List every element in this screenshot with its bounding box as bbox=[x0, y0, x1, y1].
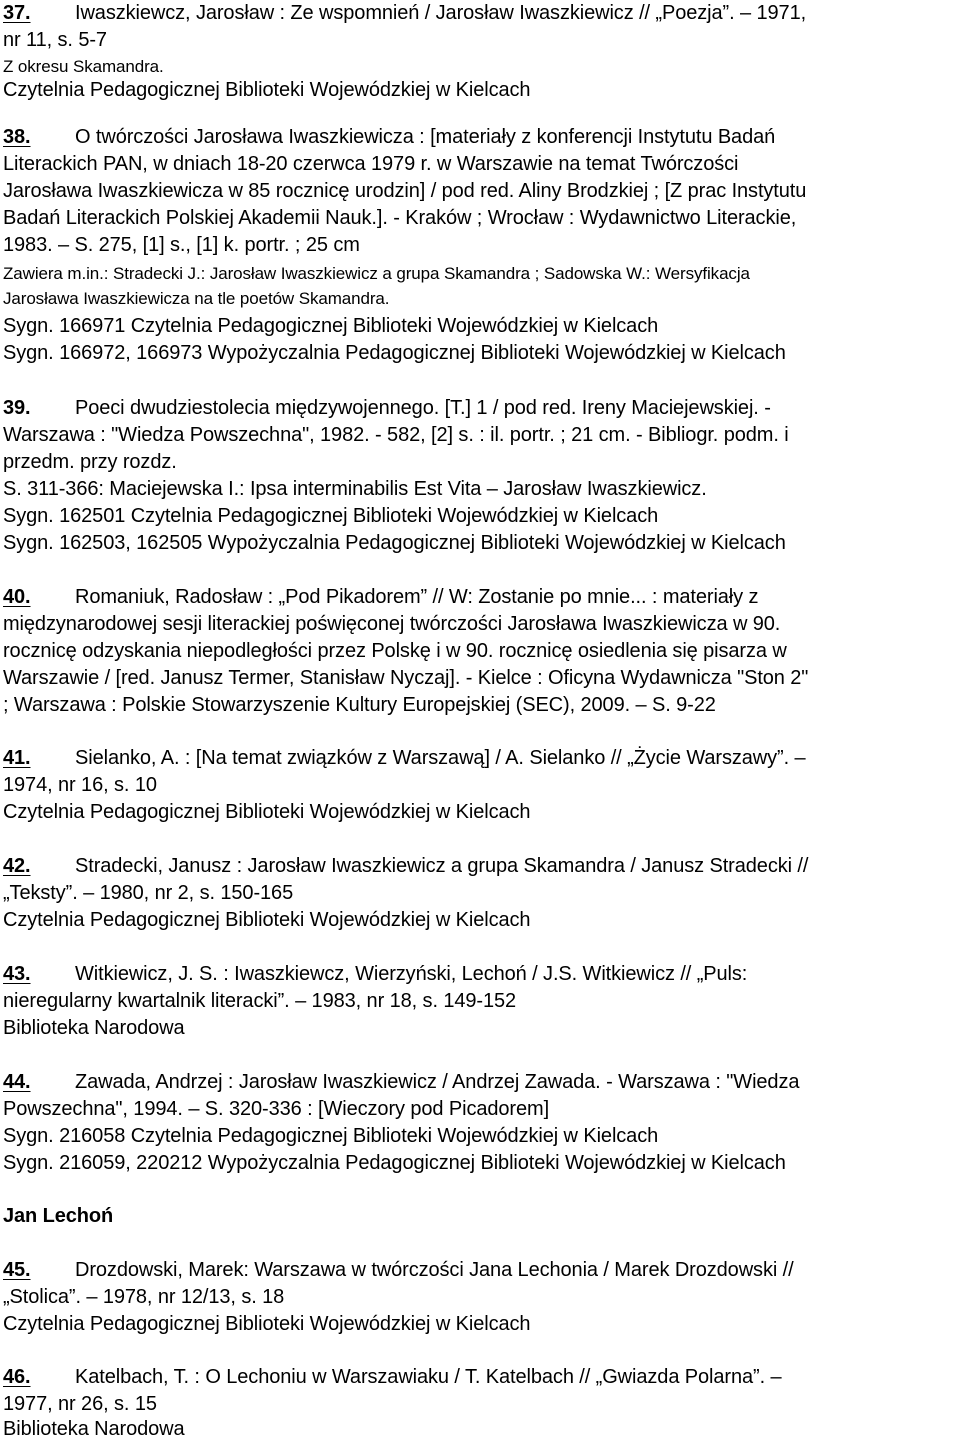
entry-text: Iwaszkiewcz, Jarosław : Ze wspomnień / Jarosław Iwaszkiewicz // „Poezja”. – 1971, bbox=[75, 2, 807, 24]
entry-39-line-1 bbox=[3, 395, 954, 422]
entry-40-line-3: rocznicę odzyskania niepodległości przez Polskę i w 90. rocznicę osiedlenia się pisarza w bbox=[3, 640, 787, 662]
entry-38-shelfmark-1: Sygn. 166971 Czytelnia Pedagogicznej Biblioteki Wojewódzkiej w Kielcach bbox=[3, 315, 659, 337]
entry-39-shelfmark-1: Sygn. 162501 Czytelnia Pedagogicznej Biblioteki Wojewódzkiej w Kielcach bbox=[3, 505, 659, 527]
entry-number: 38. bbox=[3, 126, 31, 148]
entry-45-location: Czytelnia Pedagogicznej Biblioteki Wojewódzkiej w Kielcach bbox=[3, 1313, 531, 1335]
entry-39-shelfmark-2: Sygn. 162503, 162505 Wypożyczalnia Pedagogicznej Biblioteki Wojewódzkiej w Kielcach bbox=[3, 532, 786, 554]
entry-42-location: Czytelnia Pedagogicznej Biblioteki Wojewódzkiej w Kielcach bbox=[3, 909, 531, 931]
entry-number: 44. bbox=[3, 1071, 31, 1093]
entry-text: Witkiewicz, J. S. : Iwaszkiewcz, Wierzyński, Lechoń / J.S. Witkiewicz // „Puls: bbox=[75, 963, 748, 985]
entry-43-location: Biblioteka Narodowa bbox=[3, 1017, 185, 1039]
entry-41-location: Czytelnia Pedagogicznej Biblioteki Wojewódzkiej w Kielcach bbox=[3, 801, 531, 823]
entry-39-line-3: przedm. przy rozdz. bbox=[3, 451, 177, 473]
entry-38-line-3: Jarosława Iwaszkiewicza w 85 rocznicę urodzin] / pod red. Aliny Brodzkiej ; [Z prac Instytutu bbox=[3, 180, 807, 202]
entry-42-line-1 bbox=[3, 853, 954, 880]
entry-37-location: Czytelnia Pedagogicznej Biblioteki Wojewódzkiej w Kielcach bbox=[3, 79, 531, 101]
entry-44-shelfmark-1: Sygn. 216058 Czytelnia Pedagogicznej Biblioteki Wojewódzkiej w Kielcach bbox=[3, 1125, 659, 1147]
entry-40-line-4: Warszawie / [red. Janusz Termer, Stanisław Nyczaj]. - Kielce : Oficyna Wydawnicza "Ston 2" bbox=[3, 667, 809, 689]
entry-42-line-2: „Teksty”. – 1980, nr 2, s. 150-165 bbox=[3, 882, 294, 904]
entry-46-location: Biblioteka Narodowa bbox=[3, 1418, 185, 1440]
entry-45-line-2: „Stolica”. – 1978, nr 12/13, s. 18 bbox=[3, 1286, 285, 1308]
entry-number: 43. bbox=[3, 963, 31, 985]
entry-45-line-1 bbox=[3, 1257, 954, 1284]
entry-number: 42. bbox=[3, 855, 31, 877]
entry-text: Zawada, Andrzej : Jarosław Iwaszkiewicz / Andrzej Zawada. - Warszawa : "Wiedza bbox=[75, 1071, 800, 1093]
entry-46-line-2: 1977, nr 26, s. 15 bbox=[3, 1393, 157, 1415]
entry-number: 45. bbox=[3, 1259, 31, 1281]
section-heading: Jan Lechoń bbox=[3, 1205, 114, 1227]
entry-text: Stradecki, Janusz : Jarosław Iwaszkiewicz a grupa Skamandra / Janusz Stradecki // bbox=[75, 855, 809, 877]
entry-38-line-5: 1983. – S. 275, [1] s., [1] k. portr. ; 25 cm bbox=[3, 234, 360, 256]
entry-44-line-2: Powszechna", 1994. – S. 320-336 : [Wieczory pod Picadorem] bbox=[3, 1098, 550, 1120]
entry-text: Katelbach, T. : O Lechoniu w Warszawiaku / T. Katelbach // „Gwiazda Polarna”. – bbox=[75, 1366, 782, 1388]
entry-number: 39. bbox=[3, 397, 31, 419]
entry-38-note-2: Jarosława Iwaszkiewicza na tle poetów Skamandra. bbox=[3, 289, 390, 308]
entry-44-line-1 bbox=[3, 1069, 954, 1096]
entry-38-line-1 bbox=[3, 124, 954, 151]
entry-38-note-1: Zawiera m.in.: Stradecki J.: Jarosław Iwaszkiewicz a grupa Skamandra ; Sadowska W.: Wersyfikacja bbox=[3, 264, 750, 283]
entry-40-line-5: ; Warszawa : Polskie Stowarzyszenie Kultury Europejskiej (SEC), 2009. – S. 9-22 bbox=[3, 694, 716, 716]
entry-46-line-1 bbox=[3, 1364, 954, 1391]
entry-text: Poeci dwudziestolecia międzywojennego. [T.] 1 / pod red. Ireny Maciejewskiej. - bbox=[75, 397, 771, 419]
entry-37-line-2: nr 11, s. 5-7 bbox=[3, 29, 107, 51]
entry-39-line-2: Warszawa : "Wiedza Powszechna", 1982. - 582, [2] s. : il. portr. ; 21 cm. - Bibliogr. podm. i bbox=[3, 424, 789, 446]
entry-40-line-1 bbox=[3, 584, 954, 611]
entry-38-line-4: Badań Literackich Polskiej Akademii Nauk.]. - Kraków ; Wrocław : Wydawnictwo Literackie, bbox=[3, 207, 797, 229]
entry-41-line-1 bbox=[3, 745, 954, 772]
entry-number: 46. bbox=[3, 1366, 31, 1388]
entry-number: 40. bbox=[3, 586, 31, 608]
entry-39-line-4: S. 311-366: Maciejewska I.: Ipsa interminabilis Est Vita – Jarosław Iwaszkiewicz. bbox=[3, 478, 707, 500]
entry-37-note: Z okresu Skamandra. bbox=[3, 57, 164, 76]
entry-text: Drozdowski, Marek: Warszawa w twórczości Jana Lechonia / Marek Drozdowski // bbox=[75, 1259, 794, 1281]
entry-44-shelfmark-2: Sygn. 216059, 220212 Wypożyczalnia Pedagogicznej Biblioteki Wojewódzkiej w Kielcach bbox=[3, 1152, 786, 1174]
entry-text: O twórczości Jarosława Iwaszkiewicza : [materiały z konferencji Instytutu Badań bbox=[75, 126, 776, 148]
entry-text: Romaniuk, Radosław : „Pod Pikadorem” // W: Zostanie po mnie... : materiały z bbox=[75, 586, 759, 608]
entry-number: 41. bbox=[3, 747, 31, 769]
entry-43-line-1 bbox=[3, 961, 954, 988]
entry-number: 37. bbox=[3, 2, 31, 24]
entry-38-shelfmark-2: Sygn. 166972, 166973 Wypożyczalnia Pedagogicznej Biblioteki Wojewódzkiej w Kielcach bbox=[3, 342, 786, 364]
entry-41-line-2: 1974, nr 16, s. 10 bbox=[3, 774, 157, 796]
entry-37-line-1 bbox=[3, 0, 954, 27]
entry-text: Sielanko, A. : [Na temat związków z Warszawą] / A. Sielanko // „Życie Warszawy”. – bbox=[75, 747, 806, 769]
entry-43-line-2: nieregularny kwartalnik literacki”. – 1983, nr 18, s. 149-152 bbox=[3, 990, 517, 1012]
entry-38-line-2: Literackich PAN, w dniach 18-20 czerwca 1979 r. w Warszawie na temat Twórczości bbox=[3, 153, 739, 175]
entry-40-line-2: międzynarodowej sesji literackiej poświęconej twórczości Jarosława Iwaszkiewicza w 90. bbox=[3, 613, 781, 635]
